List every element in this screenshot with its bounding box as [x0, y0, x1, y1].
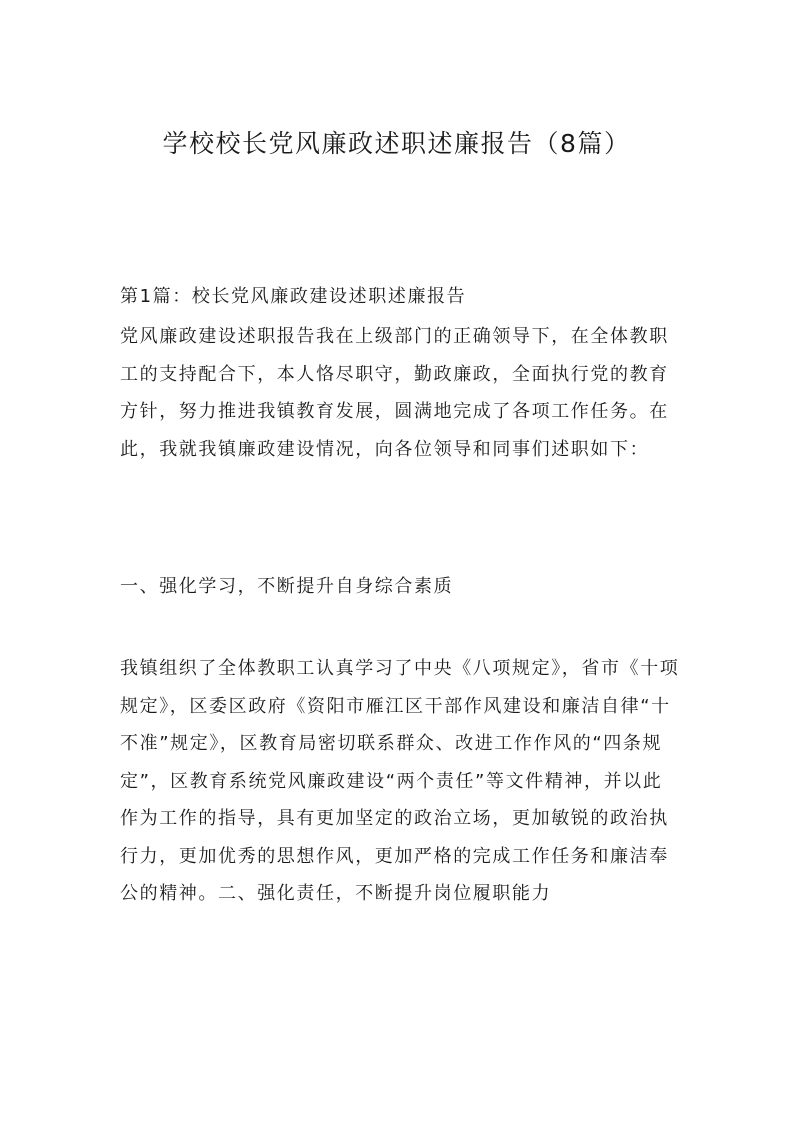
- document-title: 学校校长党风廉政述职述廉报告（8篇）: [162, 129, 631, 158]
- heading-strengthen-study: 一、强化学习，不断提升自身综合素质: [120, 576, 454, 597]
- paragraph-study-details: 我镇组织了全体教职工认真学习了中央《八项规定》，省市《十项规定》，区委区政府《资阳市雁江区干部作风建设和廉洁自律“十不准”规定》，区教育局密切联系群众、改进工作作风的“四条规定”，区教育系统党风廉政建设“两个责任”等文件精神，并以此作为工作的指导，具有更加坚定的政治立场，更加敏锐的政治执行力，更加优秀的思想作风，更加严格的完成工作任务和廉洁奉公的精神。二、强化责任，不断提升岗位履职能力: [120, 658, 680, 904]
- paragraph-intro: 党风廉政建设述职报告我在上级部门的正确领导下，在全体教职工的支持配合下，本人恪尽职守，勤政廉政，全面执行党的教育方针，努力推进我镇教育发展，圆满地完成了各项工作任务。在此，我就我镇廉政建设情况，向各位领导和同事们述职如下：: [120, 326, 669, 460]
- section-heading: 第1篇：校长党风廉政建设述职述廉报告: [120, 286, 467, 307]
